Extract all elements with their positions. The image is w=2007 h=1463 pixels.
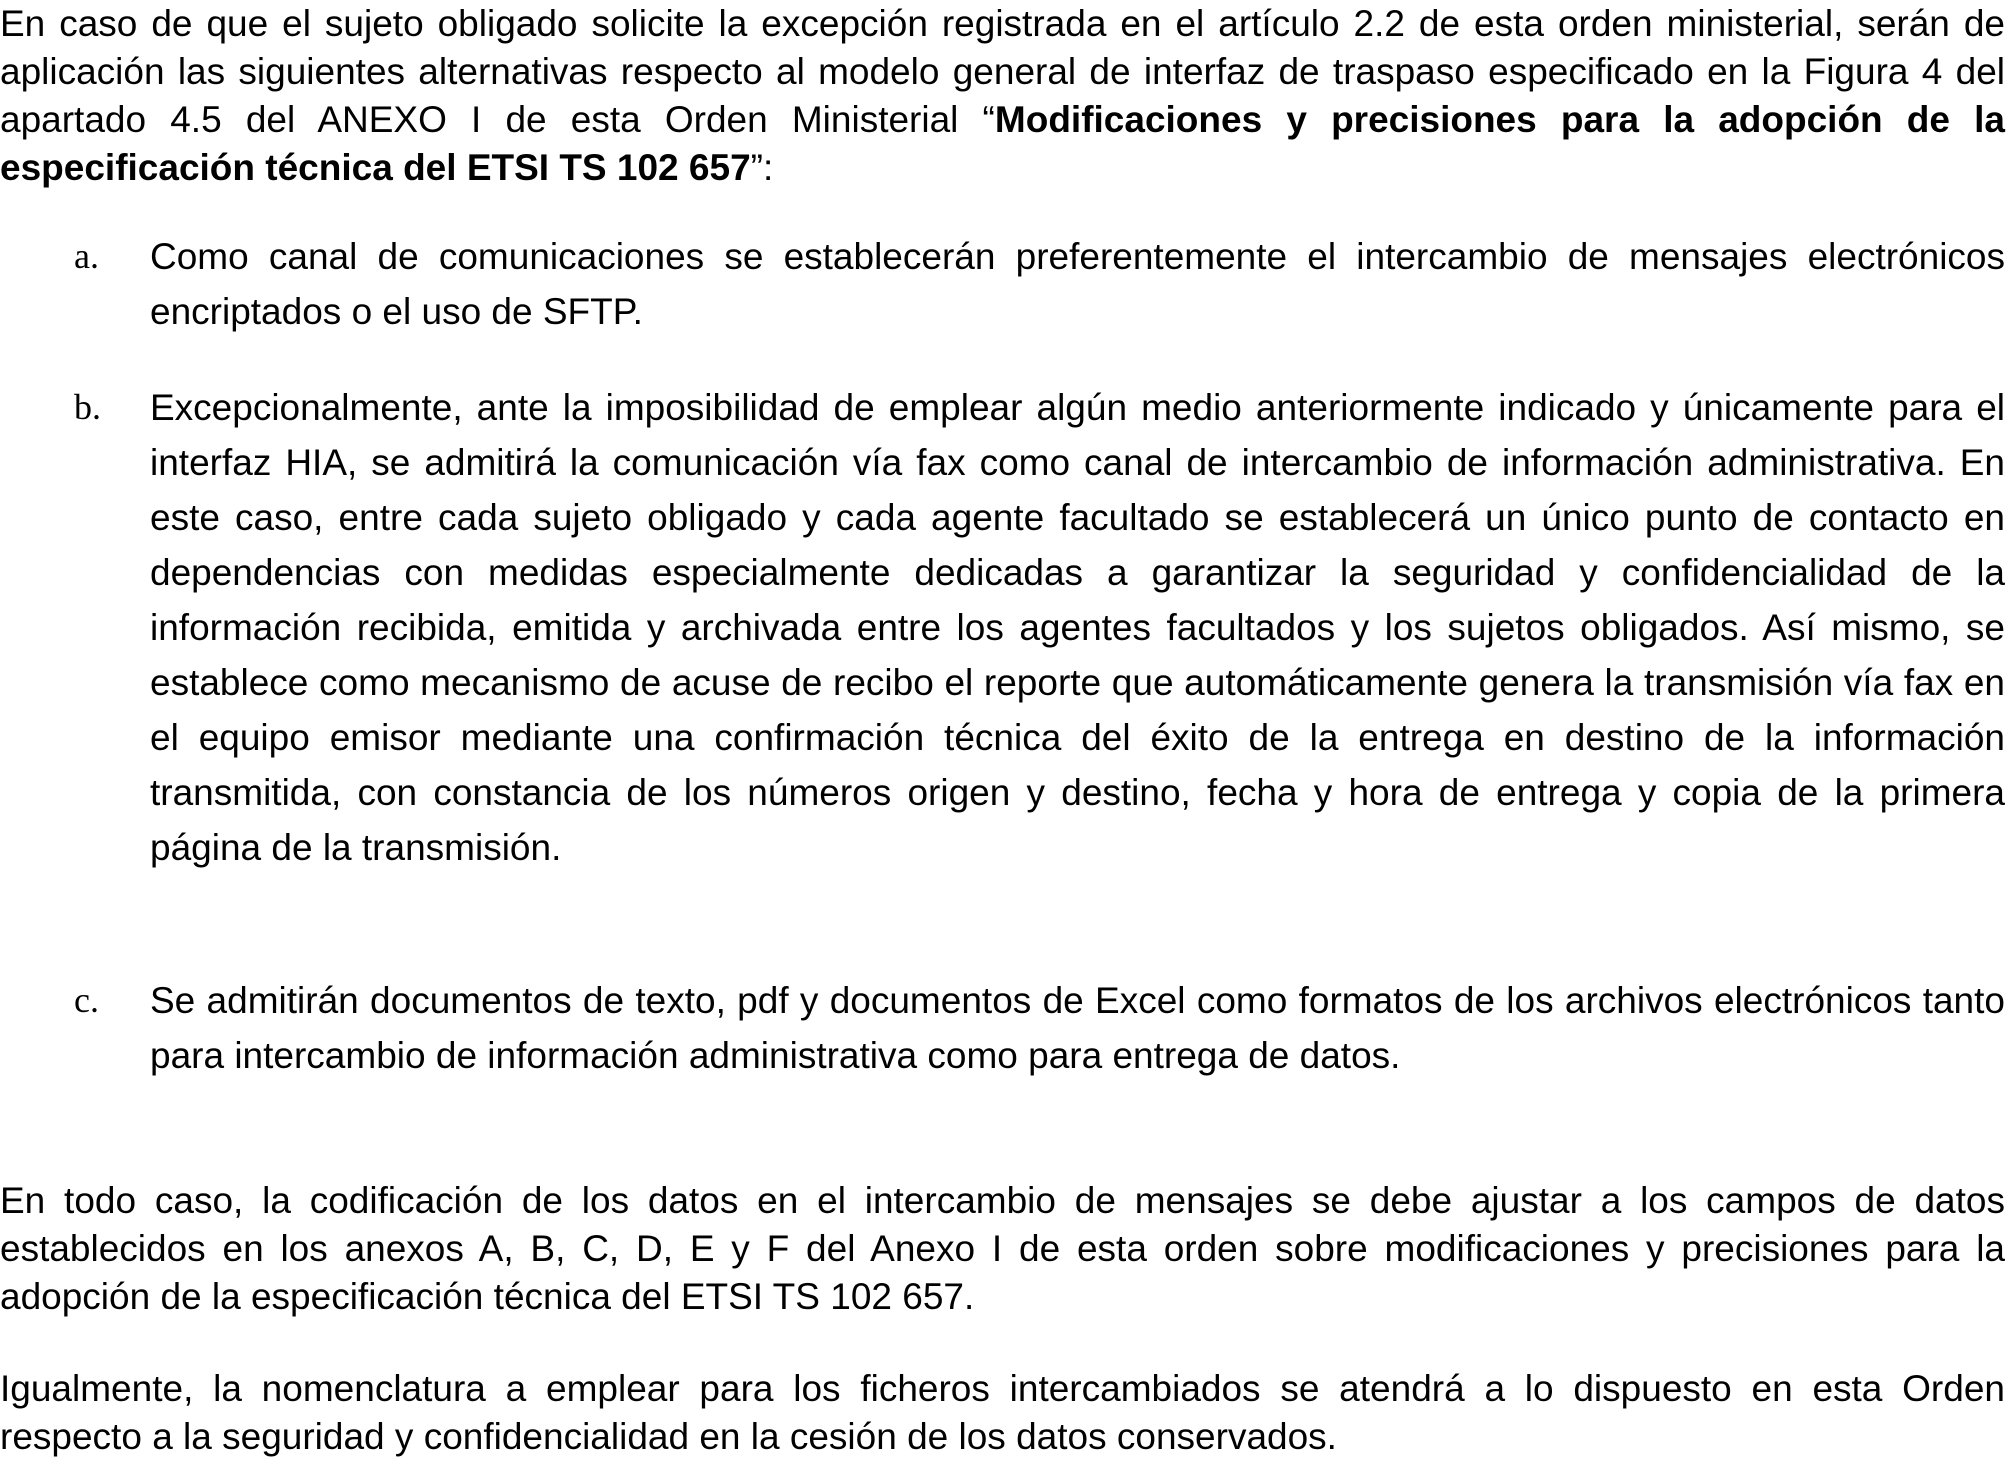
- list-item-text: Excepcionalmente, ante la imposibilidad de emplear algún medio anteriormente indicado y únicamente para el interfaz HIA, se admitirá la comunicación vía fax como canal de intercambio de información administrativa. En este caso, entre cada sujeto obligado y cada agente facultado se establecerá un único punto de contacto en dependencias con medidas especialmente dedicadas a garantizar la seguridad y confidencialidad de la información recibida, emitida y archivada entre los agentes facultados y los sujetos obligados. Así mismo, se establece como mecanismo de acuse de recibo el reporte que automáticamente genera la transmisión vía fax en el equipo emisor mediante una confirmación técnica del éxito de la entrega en destino de la información transmitida, con constancia de los números origen y destino, fecha y hora de entrega y copia de la primera página de la transmisión.: [150, 387, 2005, 868]
- intro-text: En caso de que el sujeto obligado solicite la excepción registrada en el artículo 2.2 de esta orden ministerial, serán de aplicación las siguientes alternativas respecto al modelo general de interfaz de traspaso especificado en la Figura 4 del apartado 4.5 del ANEXO I de esta Orden Ministerial “: [0, 3, 2005, 140]
- list-letter: a.: [74, 236, 99, 276]
- list-item-text: Se admitirán documentos de texto, pdf y documentos de Excel como formatos de los archivos electrónicos tanto para intercambio de información administrativa como para entrega de datos.: [150, 980, 2005, 1076]
- coding-paragraph: En todo caso, la codificación de los datos en el intercambio de mensajes se debe ajustar a los campos de datos establecidos en los anexos A, B, C, D, E y F del Anexo I de esta orden sobre modificaciones y precisiones para la adopción de la especificación técnica del ETSI TS 102 657.: [0, 1180, 2005, 1317]
- list-item-text: Como canal de comunicaciones se establecerán preferentemente el intercambio de mensajes electrónicos encriptados o el uso de SFTP.: [150, 236, 2005, 332]
- intro-text-end: ”:: [750, 147, 774, 188]
- intro-bold-title: Modificaciones y precisiones para la adopción de la especificación técnica del ETSI TS 102 657: [0, 99, 2006, 188]
- list-letter: b.: [74, 387, 101, 427]
- intro-paragraph: [0, 0, 2005, 192]
- nomenclature-paragraph: Igualmente, la nomenclatura a emplear para los ficheros intercambiados se atendrá a lo dispuesto en esta Orden respecto a la seguridad y confidencialidad en la cesión de los datos conservados.: [0, 1368, 2005, 1457]
- list-letter: c.: [74, 980, 99, 1020]
